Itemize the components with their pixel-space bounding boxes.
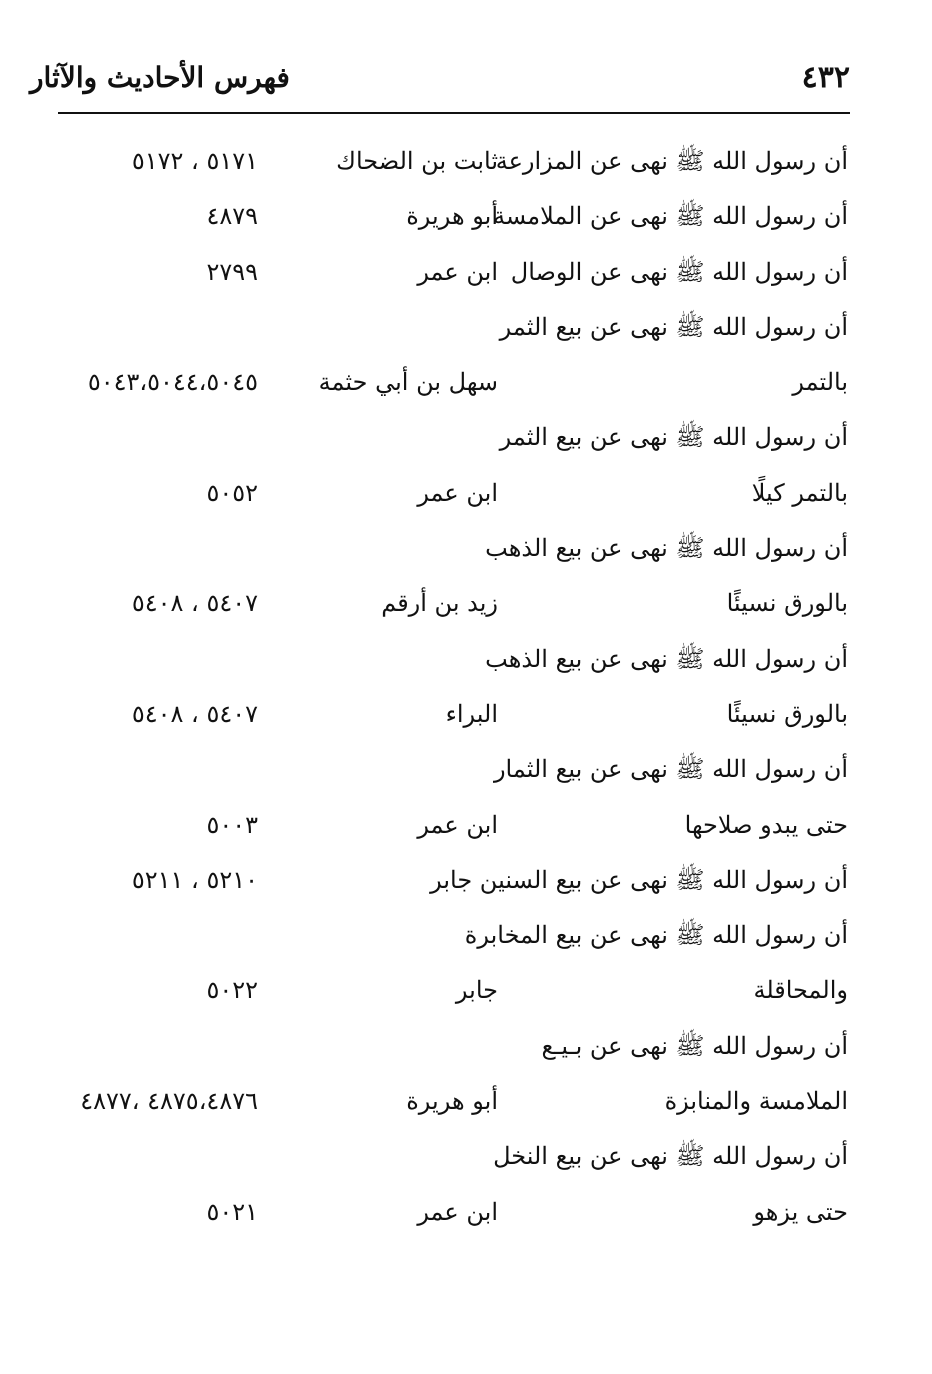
index-entry-row	[0, 465, 932, 520]
index-entry-row	[0, 1184, 932, 1239]
narrator-name: ابن عمر	[417, 1197, 498, 1226]
hadith-text: أن رسول الله ﷺ نهى عن المزارعة	[495, 147, 848, 175]
hadith-text: أن رسول الله ﷺ نهى عن بيع الذهب	[485, 644, 848, 673]
narrator-name: ابن عمر	[417, 810, 498, 839]
index-entry-row	[0, 852, 932, 907]
index-entry-row	[0, 962, 932, 1017]
index-entry-row	[0, 354, 932, 409]
hadith-text: أن رسول الله ﷺ نهى عن بـيـع	[541, 1031, 848, 1060]
hadith-text: أن رسول الله ﷺ نهى عن بيع الذهب	[485, 534, 848, 563]
hadith-text: بالتمر كيلًا	[751, 478, 848, 507]
hadith-text: بالتمر	[792, 368, 848, 397]
page-number: ٤٣٢	[801, 60, 850, 95]
hadith-numbers: ٤٨٧٥،٤٨٧٦ ،٤٨٧٧	[80, 1087, 258, 1116]
index-entry-row	[0, 299, 932, 354]
index-entry-row	[0, 1073, 932, 1128]
hadith-text: أن رسول الله ﷺ نهى عن بيع الثمر	[499, 312, 848, 341]
index-entry-row	[0, 686, 932, 741]
hadith-text: بالورق نسيئًا	[726, 589, 848, 618]
hadith-numbers: ٥١٧١ ، ٥١٧٢	[131, 147, 258, 175]
narrator-name: ابن عمر	[417, 257, 498, 286]
narrator-name: سهل بن أبي حثمة	[318, 368, 498, 397]
index-entry-row	[0, 1018, 932, 1073]
narrator-name: زيد بن أرقم	[381, 589, 498, 618]
index-entry-row	[0, 520, 932, 575]
index-entry-row	[0, 575, 932, 630]
index-entry-row	[0, 409, 932, 464]
index-entry-row	[0, 133, 932, 188]
hadith-numbers: ٥٠٢٢	[206, 976, 258, 1005]
hadith-text: حتى يزهو	[753, 1197, 848, 1226]
narrator-name: ابن عمر	[417, 478, 498, 507]
hadith-text: بالورق نسيئًا	[726, 699, 848, 728]
narrator-name: ثابت بن الضحاك	[336, 147, 498, 175]
hadith-text: الملامسة والمنابزة	[664, 1087, 848, 1116]
hadith-text: أن رسول الله ﷺ نهى عن الوصال	[510, 257, 848, 286]
hadith-numbers: ٥٤٠٧ ، ٥٤٠٨	[131, 589, 258, 618]
running-title: فهرس الأحاديث والآثار	[30, 61, 290, 94]
narrator-name: أبو هريرة	[406, 202, 498, 231]
index-entry-row	[0, 741, 932, 796]
hadith-text: أن رسول الله ﷺ نهى عن بيع النخل	[493, 1142, 848, 1171]
narrator-name: أبو هريرة	[406, 1087, 498, 1116]
hadith-numbers: ٤٨٧٩	[206, 202, 258, 231]
hadith-text: أن رسول الله ﷺ نهى عن بيع الثمر	[499, 423, 848, 452]
hadith-text: حتى يبدو صلاحها	[684, 810, 848, 839]
hadith-numbers: ٥٠٤٣،٥٠٤٤،٥٠٤٥	[87, 368, 258, 397]
header-rule	[58, 112, 850, 114]
narrator-name: البراء	[445, 699, 498, 728]
hadith-text: والمحاقلة	[753, 976, 848, 1005]
hadith-numbers: ٥٠٥٢	[206, 478, 258, 507]
hadith-index-list	[0, 133, 932, 1239]
hadith-text: أن رسول الله ﷺ نهى عن الملامسة	[492, 202, 848, 231]
hadith-numbers: ٢٧٩٩	[206, 257, 258, 286]
hadith-text: أن رسول الله ﷺ نهى عن بيع الثمار	[493, 755, 848, 784]
narrator-name: جابر	[455, 976, 498, 1005]
hadith-numbers: ٥٢١٠ ، ٥٢١١	[131, 865, 258, 894]
index-entry-row	[0, 907, 932, 962]
index-entry-row	[0, 797, 932, 852]
hadith-text: أن رسول الله ﷺ نهى عن بيع السنين جابر	[430, 865, 848, 894]
index-entry-row	[0, 631, 932, 686]
index-entry-row	[0, 244, 932, 299]
hadith-text: أن رسول الله ﷺ نهى عن بيع المخابرة	[464, 921, 848, 950]
page-header	[30, 58, 850, 102]
hadith-numbers: ٥٠٠٣	[206, 810, 258, 839]
hadith-numbers: ٥٠٢١	[206, 1197, 258, 1226]
index-entry-row	[0, 188, 932, 243]
index-entry-row	[0, 1128, 932, 1183]
hadith-numbers: ٥٤٠٧ ، ٥٤٠٨	[131, 699, 258, 728]
